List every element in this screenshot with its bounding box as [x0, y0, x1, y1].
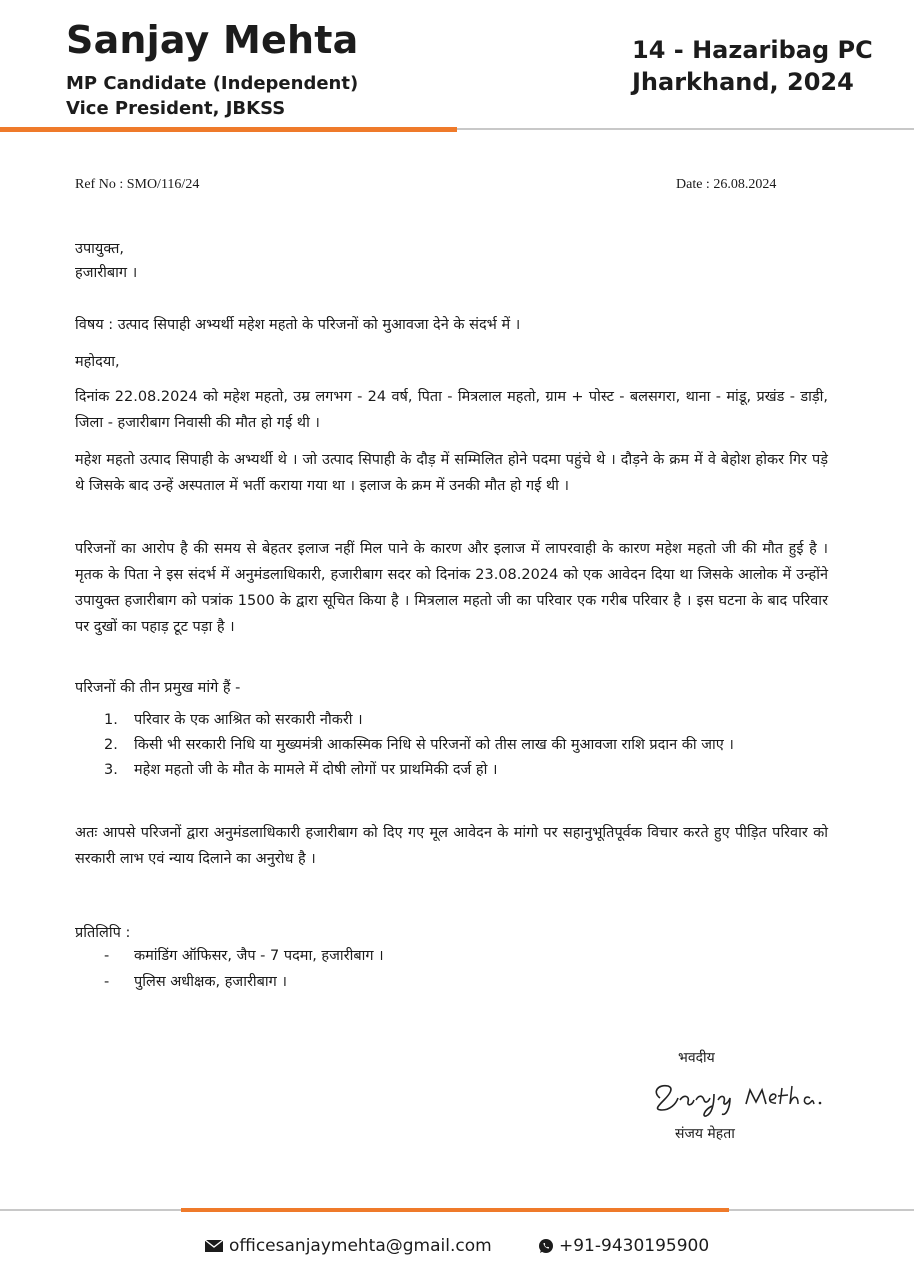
list-item: [104, 969, 704, 995]
whatsapp-icon: [538, 1238, 554, 1254]
list-number: 3.: [104, 762, 118, 778]
constituency: 14 - Hazaribag PC: [632, 36, 873, 64]
salutation: महोदया,: [75, 354, 120, 370]
sender-name: Sanjay Mehta: [66, 18, 359, 62]
sender-title: MP Candidate (Independent): [66, 73, 359, 94]
header-accent-bar: [0, 127, 457, 132]
footer-email: [204, 1236, 492, 1256]
list-text: किसी भी सरकारी निधि या मुख्यमंत्री आकस्मिक निधि से परिजनों को तीस लाख की मुआवजा राशि प्रदान की जाए ।: [134, 737, 734, 753]
footer-accent-bar: [181, 1208, 729, 1212]
sender-position: Vice President, JBKSS: [66, 98, 286, 119]
list-dash: -: [104, 974, 110, 990]
list-text: महेश महतो जी के मौत के मामले में दोषी लोगों पर प्राथमिकी दर्ज हो ।: [134, 762, 498, 778]
list-number: 1.: [104, 712, 118, 728]
paragraph-3: परिजनों का आरोप है की समय से बेहतर इलाज नहीं मिल पाने के कारण और इलाज में लापरवाही के कारण महेश महतो जी की मौत हुई है । मृतक के पिता ने इस संदर्भ में अनुमंडलाधिकारी, हजारीबाग सदर को दिनांक 23.08.2024 को एक आवेदन दिया था जिसके आलोक में उन्होंने उपायुक्त हजारीबाग को पत्रांक 1500 के द्वारा सूचित किया है । मित्रलाल महतो जी का परिवार एक गरीब परिवार है । इस घटना के बाद परिवार पर दुखों का पहाड़ टूट पड़ा है ।: [75, 541, 828, 635]
demands-intro: परिजनों की तीन प्रमुख मांगे हैं -: [75, 680, 241, 696]
state-year: Jharkhand, 2024: [632, 68, 854, 96]
list-dash: -: [104, 948, 110, 964]
list-item: [104, 708, 828, 733]
handwritten-signature: [648, 1070, 838, 1120]
recipient-line-1: उपायुक्त,: [75, 241, 124, 257]
envelope-icon: [204, 1239, 224, 1253]
email-address: officesanjaymehta@gmail.com: [229, 1236, 492, 1256]
paragraph-2: महेश महतो उत्पाद सिपाही के अभ्यर्थी थे । जो उत्पाद सिपाही के दौड़ में सम्मिलित होने पदमा पहुंचे थे । दौड़ने के क्रम में वे बेहोश होकर गिर पड़े थे जिसके बाद उन्हें अस्पताल में भर्ती कराया गया था । इलाज के क्रम में उनकी मौत हो गई थी ।: [75, 452, 828, 494]
reference-number: Ref No : SMO/116/24: [75, 177, 200, 192]
letter-date: Date : 26.08.2024: [676, 177, 777, 192]
list-item: [104, 758, 828, 783]
signatory-name: संजय मेहता: [675, 1126, 735, 1142]
list-item: [104, 943, 704, 969]
cc-label: प्रतिलिपि :: [75, 925, 131, 941]
subject-line: विषय : उत्पाद सिपाही अभ्यर्थी महेश महतो के परिजनों को मुआवजा देने के संदर्भ में ।: [75, 317, 521, 333]
cc-list: [104, 943, 704, 995]
paragraph-1: दिनांक 22.08.2024 को महेश महतो, उम्र लगभग - 24 वर्ष, पिता - मित्रलाल महतो, ग्राम + पोस्ट - बलसगरा, थाना - मांडू, प्रखंड - डाड़ी, जिला - हजारीबाग निवासी की मौत हो गई थी ।: [75, 389, 828, 431]
recipient-line-2: हजारीबाग ।: [75, 265, 138, 281]
phone-number: +91-9430195900: [559, 1236, 710, 1256]
footer-phone: [538, 1236, 709, 1256]
conclusion-paragraph: अतः आपसे परिजनों द्वारा अनुमंडलाधिकारी हजारीबाग को दिए गए मूल आवेदन के मांगो पर सहानुभूतिपूर्वक विचार करते हुए पीड़ित परिवार को सरकारी लाभ एवं न्याय दिलाने का अनुरोध है ।: [75, 825, 828, 867]
demands-list: [104, 708, 828, 783]
list-text: परिवार के एक आश्रित को सरकारी नौकरी ।: [134, 712, 363, 728]
list-item: [104, 733, 828, 758]
list-text: कमांडिंग ऑफिसर, जैप - 7 पदमा, हजारीबाग ।: [134, 948, 384, 964]
list-number: 2.: [104, 737, 118, 753]
closing-word: भवदीय: [678, 1050, 715, 1066]
list-text: पुलिस अधीक्षक, हजारीबाग ।: [134, 974, 287, 990]
